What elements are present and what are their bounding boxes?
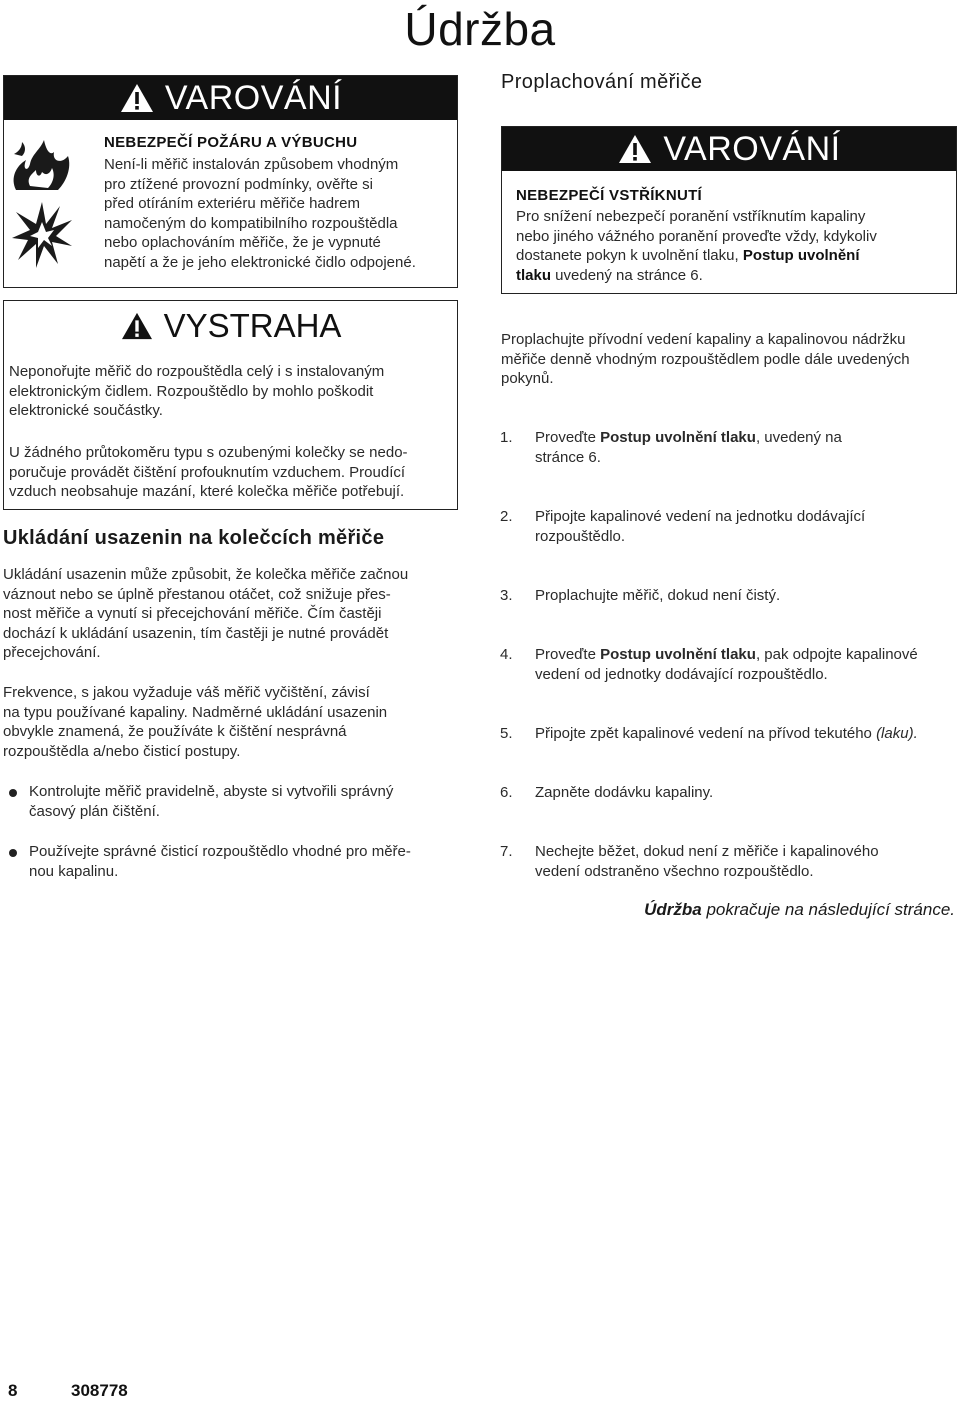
warning-box-fire xyxy=(3,75,458,288)
warning-header-label: VAROVÁNÍ xyxy=(663,129,841,168)
text-line: vedení od jednotky dodávající rozpouštědlo. xyxy=(535,665,828,683)
text-line: obvykle znamená, že používáte k čištění nesprávná xyxy=(3,723,347,740)
text-span: Proveďte xyxy=(535,429,601,446)
text-line: Proplachujte měřič, dokud není čistý. xyxy=(535,587,781,604)
step-number: 7. xyxy=(500,843,513,860)
text-line: Není-li měřič instalován způsobem vhodným xyxy=(104,156,399,173)
text-line: pro ztížené provozní podmínky, ověřte si xyxy=(104,175,374,193)
text-line: časový plán čištění. xyxy=(29,802,160,820)
caution-header xyxy=(4,307,457,345)
warning-triangle-icon xyxy=(119,82,155,114)
text-line: nebo jiného vážného poranění proveďte vždy, kdykoliv xyxy=(516,227,877,245)
page-number: 8 xyxy=(8,1381,18,1400)
bullet-icon xyxy=(9,789,17,797)
text-line: rozpouštědlo. xyxy=(535,527,626,545)
text-line: elektronické součástky. xyxy=(9,402,163,419)
text-line: Používejte správné čisticí rozpouštědlo vhodné pro měře- xyxy=(29,843,411,860)
procedure-ref: tlaku xyxy=(516,266,552,284)
text-line: Připojte kapalinové vedení na jednotku dodávající xyxy=(535,508,866,525)
text-line: stránce 6. xyxy=(535,448,601,466)
text-line: Kontrolujte měřič pravidelně, abyste si vytvořili správný xyxy=(29,783,394,800)
text-span: , pak odpojte kapalinové xyxy=(755,646,918,663)
text-span: (laku). xyxy=(876,725,918,742)
section-heading-flushing: Proplachování měřiče xyxy=(501,71,703,93)
text-span: Připojte zpět kapalinové vedení na přívod tekutého xyxy=(535,725,877,742)
text-line: namočeným do kompatibilního rozpouštědla xyxy=(104,214,398,232)
text-line: dochází k ukládání usazenin, tím častěji je nutné provádět xyxy=(3,624,389,642)
text-line: napětí a že je jeho elektronické čidlo odpojené. xyxy=(104,253,416,271)
text-line: vedení odstraněno všechno rozpouštědlo. xyxy=(535,862,814,880)
text-line: poručuje provádět čištění profouknutím vzduchem. Proudící xyxy=(9,463,406,481)
text-line: váznout nebo se úplně přestanou otáčet, což snižuje přes- xyxy=(3,585,391,603)
text-line: na typu používané kapaliny. Nadměrné ukládání usazenin xyxy=(3,703,388,721)
warning-triangle-icon xyxy=(617,133,653,165)
explosion-icon xyxy=(10,198,74,270)
text-line: nebo oplachováním měřiče, že je vypnuté xyxy=(104,234,381,251)
continuation-note xyxy=(500,900,955,920)
warning-text xyxy=(516,207,952,285)
warning-header-label: VAROVÁNÍ xyxy=(164,78,343,117)
caution-paragraph-1 xyxy=(9,362,454,421)
text-line: nost měřiče a vynutí si přecejchování měřiče. Čím častěji xyxy=(3,605,382,622)
page-title: Údržba xyxy=(404,3,556,55)
caution-triangle-icon xyxy=(120,311,154,341)
warning-box-injection xyxy=(501,126,957,294)
text-line: pokynů. xyxy=(501,370,554,387)
deposits-paragraph-2 xyxy=(3,683,458,761)
text-line: Zapněte dodávku kapaliny. xyxy=(535,784,714,801)
text-line: Ukládání usazenin může způsobit, že kolečka měřiče začnou xyxy=(3,566,409,583)
text-span: uvedený na stránce 6. xyxy=(551,266,703,284)
deposits-paragraph-1 xyxy=(3,565,458,663)
text-line: U žádného průtokoměru typu s ozubenými kolečky se nedo- xyxy=(9,444,408,461)
text-line: rozpouštědla a/nebo čisticí postupy. xyxy=(3,742,241,760)
step-number: 4. xyxy=(500,646,513,663)
caution-box xyxy=(3,300,458,510)
text-line: Nechejte běžet, dokud není z měřiče i kapalinového xyxy=(535,843,879,860)
fire-icon xyxy=(10,134,74,194)
text-span: pokračuje na následující stránce. xyxy=(701,900,955,919)
section-heading-deposits: Ukládání usazenin na kolečcích měřiče xyxy=(3,527,385,549)
warning-subheading: NEBEZPEČÍ POŽÁRU A VÝBUCHU xyxy=(104,134,358,151)
text-line xyxy=(516,246,952,266)
bullet-icon xyxy=(9,849,17,857)
text-span: Údržba xyxy=(644,900,702,919)
text-line: před otíráním exteriéru měřiče hadrem xyxy=(104,195,360,212)
warning-header xyxy=(4,76,457,120)
text-line xyxy=(535,428,950,448)
step-number: 3. xyxy=(500,587,513,604)
text-line: Proplachujte přívodní vedení kapaliny a kapalinovou nádržku xyxy=(501,331,906,348)
procedure-ref: Postup uvolnění tlaku xyxy=(600,646,756,663)
warning-subheading: NEBEZPEČÍ VSTŘÍKNUTÍ xyxy=(516,187,703,204)
step-number: 6. xyxy=(500,784,513,801)
document-number: 308778 xyxy=(71,1381,128,1400)
text-line xyxy=(535,724,950,744)
step-number: 1. xyxy=(500,429,513,446)
text-line xyxy=(535,645,950,665)
text-line: elektronickým čidlem. Rozpouštědlo by mohlo poškodit xyxy=(9,382,374,400)
text-line: přecejchování. xyxy=(3,644,101,661)
text-span: Proveďte xyxy=(535,646,601,663)
text-line xyxy=(516,266,952,286)
caution-header-label: VYSTRAHA xyxy=(163,307,342,344)
text-line: Frekvence, s jakou vyžaduje váš měřič vyčištění, závisí xyxy=(3,684,370,701)
step-number: 5. xyxy=(500,725,513,742)
text-line: Pro snížení nebezpečí poranění vstříknutím kapaliny xyxy=(516,208,866,225)
text-span: dostanete pokyn k uvolnění tlaku, xyxy=(516,247,743,264)
text-span: , uvedený na xyxy=(755,429,842,446)
step-number: 2. xyxy=(500,508,513,525)
text-line: Neponořujte měřič do rozpouštědla celý i s instalovaným xyxy=(9,363,385,380)
text-line: vzduch neobsahuje mazání, které kolečka měřiče potřebují. xyxy=(9,483,405,500)
text-line: nou kapalinu. xyxy=(29,862,119,880)
procedure-ref: Postup uvolnění xyxy=(742,247,860,264)
warning-header xyxy=(502,127,956,171)
warning-text xyxy=(104,155,454,272)
caution-paragraph-2 xyxy=(9,443,454,502)
flushing-intro xyxy=(501,330,956,389)
procedure-ref: Postup uvolnění tlaku xyxy=(600,429,756,446)
text-line: měřiče denně vhodným rozpouštědlem podle dále uvedených xyxy=(501,350,910,368)
